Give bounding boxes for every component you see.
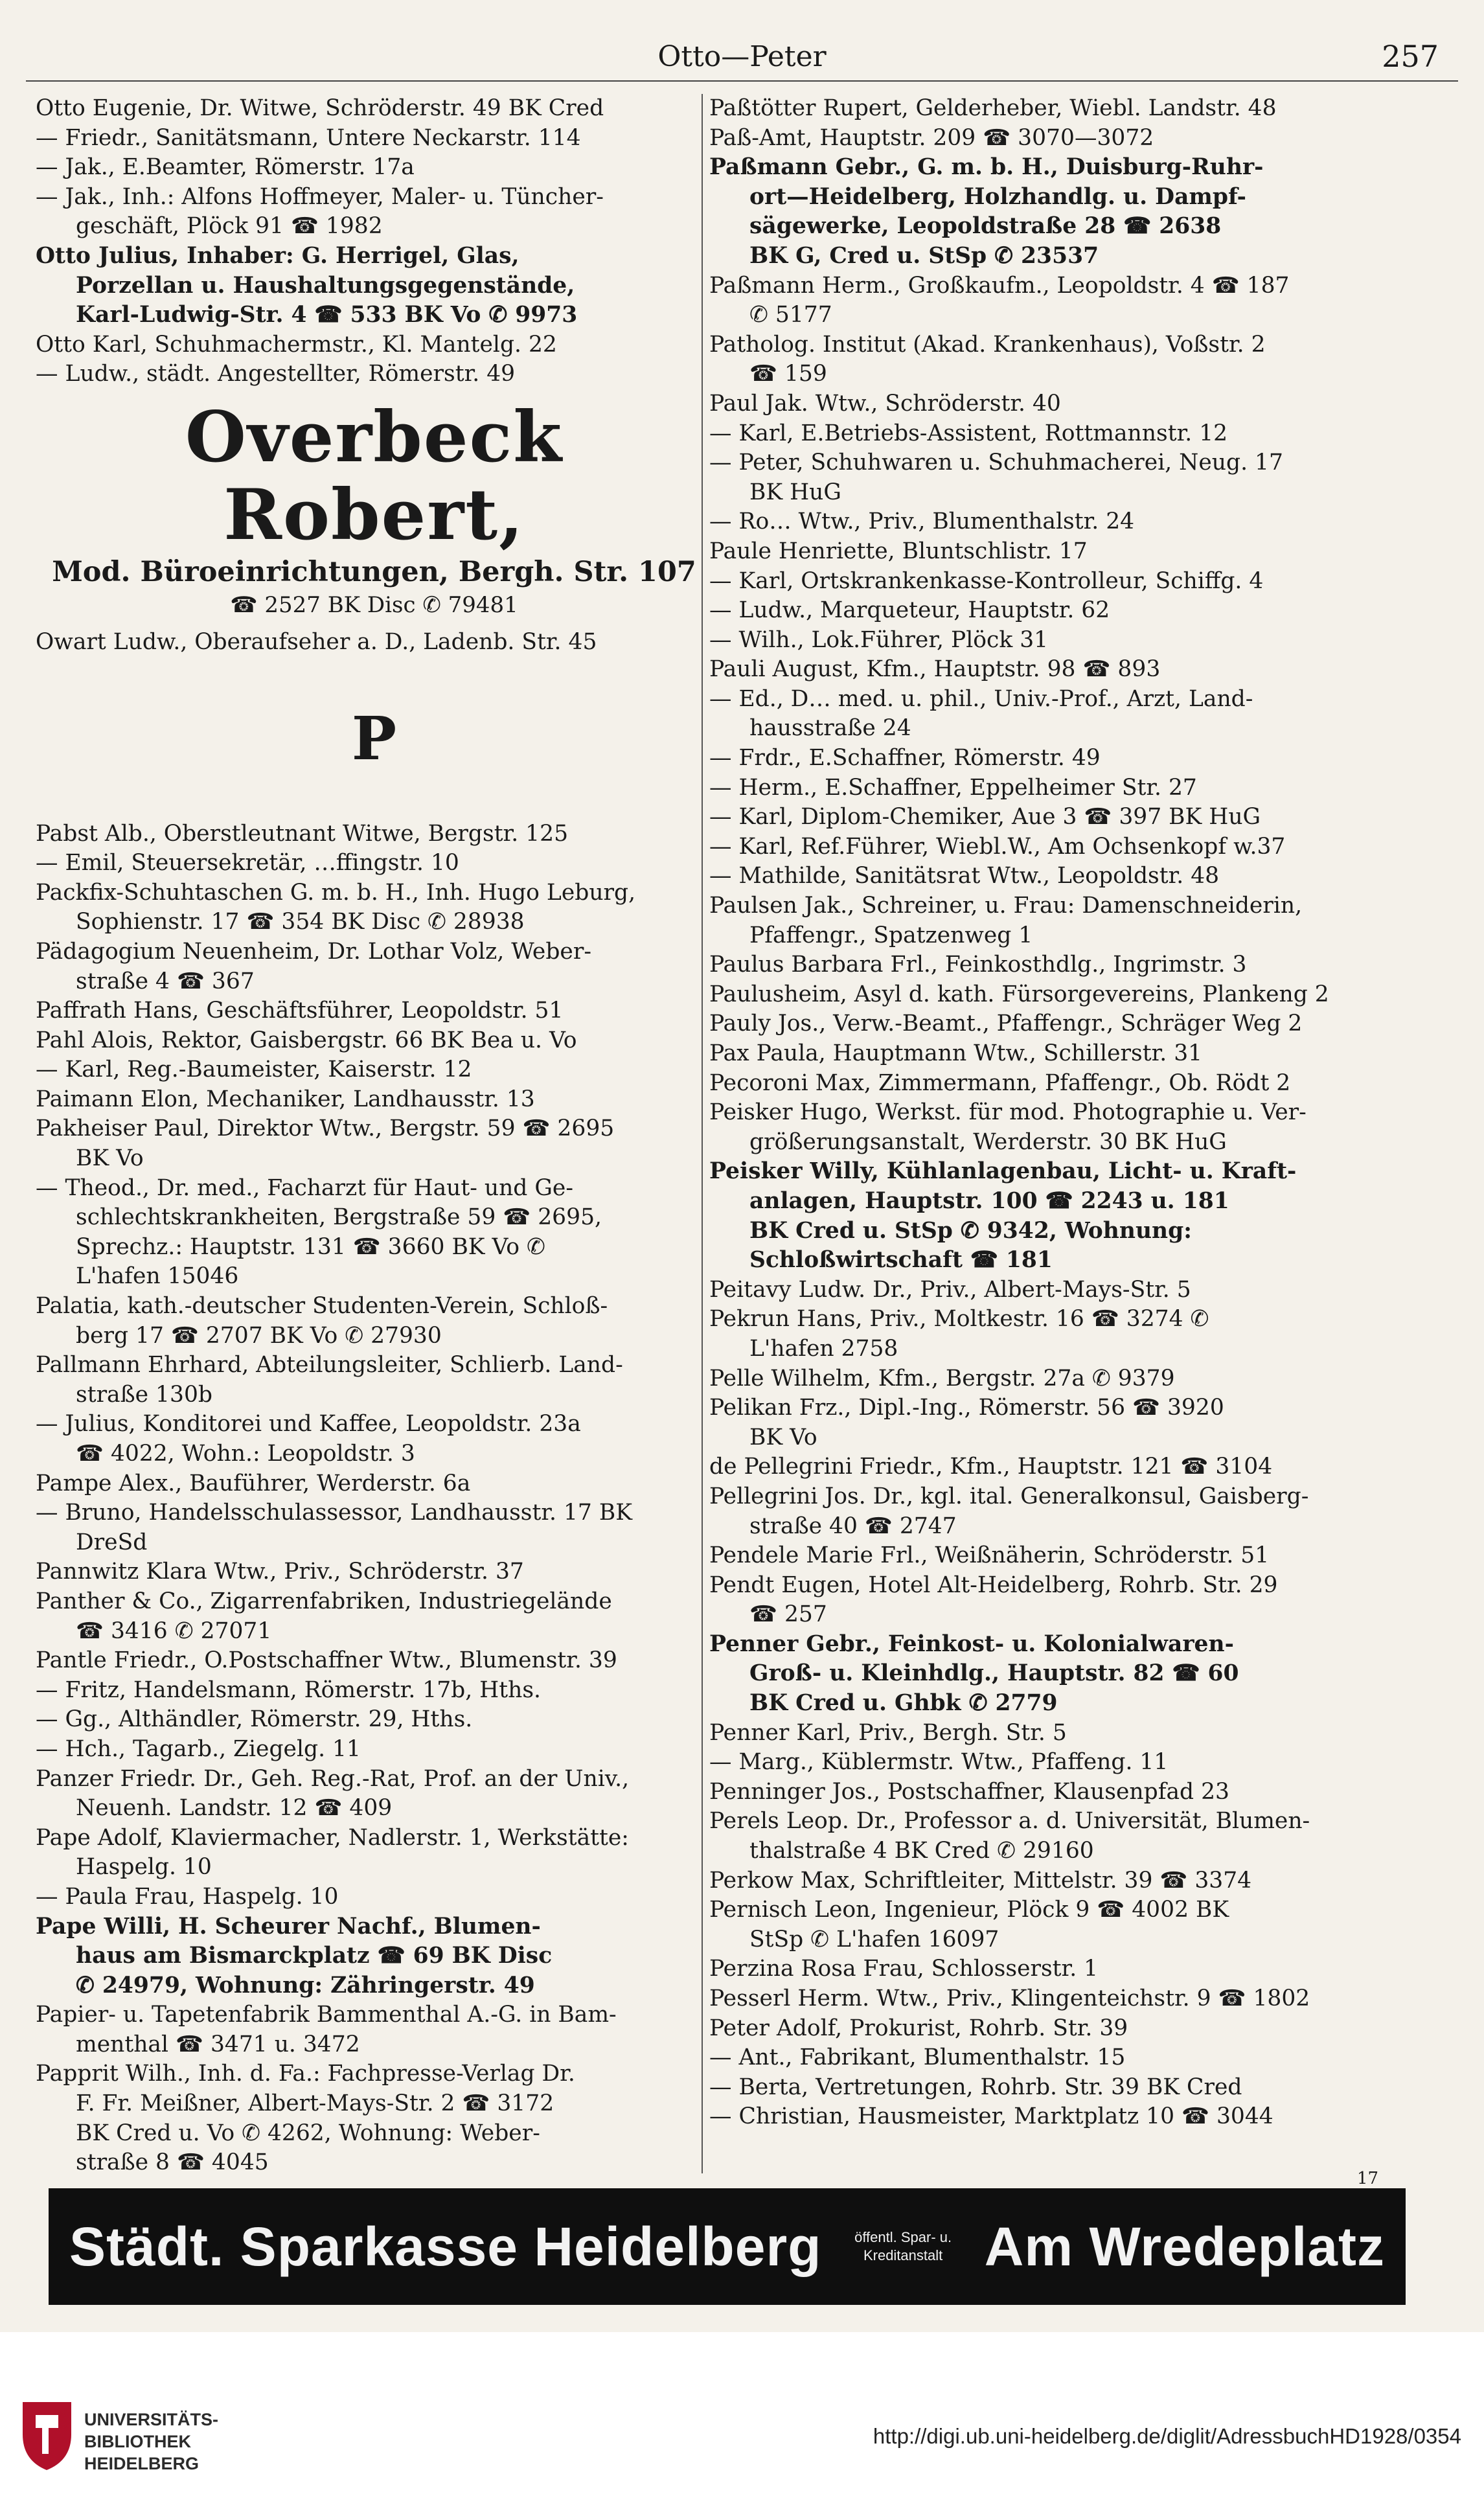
entry-line: Pabst Alb., Oberstleutnant Witwe, Bergstr. 125 bbox=[36, 820, 569, 847]
right-column-entry bbox=[709, 1571, 1386, 1630]
left-column-entry bbox=[36, 94, 713, 124]
right-column-entry bbox=[709, 1098, 1386, 1157]
entry-line: Paulsen Jak., Schreiner, u. Frau: Damenschneiderin, bbox=[709, 893, 1303, 919]
entry-line: Paul Jak. Wtw., Schröderstr. 40 bbox=[709, 390, 1061, 417]
right-column-entry bbox=[709, 832, 1386, 862]
right-column-entry bbox=[709, 596, 1386, 626]
entry-line: Pesserl Herm. Wtw., Priv., Klingenteichstr. 9 ☎ 1802 bbox=[709, 1986, 1310, 2011]
left-column-entry bbox=[36, 124, 713, 154]
right-column-entry bbox=[709, 94, 1386, 124]
entry-continuation: ✆ 24979, Wohnung: Zähringerstr. 49 bbox=[76, 1972, 535, 1998]
entry-continuation: DreSd bbox=[76, 1529, 148, 1555]
left-column-entry bbox=[36, 242, 713, 330]
entry-line: — Frdr., E.Schaffner, Römerstr. 49 bbox=[709, 745, 1101, 772]
entry-line: Mod. Büroeinrichtungen, Bergh. Str. 107 bbox=[52, 555, 696, 588]
entry-continuation: straße 4 ☎ 367 bbox=[76, 968, 255, 994]
entry-line: Packfix-Schuhtaschen G. m. b. H., Inh. Hugo Leburg, bbox=[36, 879, 636, 906]
right-column-entry bbox=[709, 1482, 1386, 1541]
entry-continuation: F. Fr. Meißner, Albert-Mays-Str. 2 ☎ 3172 bbox=[76, 2090, 554, 2117]
right-column-entry bbox=[709, 271, 1386, 330]
left-column-entry bbox=[36, 330, 713, 360]
entry-line: — Wilh., Lok.Führer, Plöck 31 bbox=[709, 626, 1049, 653]
entry-line: — Christian, Hausmeister, Marktplatz 10 ☎ 3044 bbox=[709, 2103, 1273, 2130]
entry-line: Pauli August, Kfm., Hauptstr. 98 ☎ 893 bbox=[709, 656, 1161, 683]
left-column-entry bbox=[36, 554, 713, 590]
right-column-entry bbox=[709, 950, 1386, 980]
left-column-entry bbox=[36, 1114, 713, 1173]
entry-line: Papprit Wilh., Inh. d. Fa.: Fachpresse-Verlag Dr. bbox=[36, 2061, 575, 2087]
right-column-entry bbox=[709, 1305, 1386, 1364]
banner-left-text: Städt. Sparkasse Heidelberg bbox=[69, 2215, 822, 2277]
right-column-entry bbox=[709, 1393, 1386, 1452]
right-column-entry bbox=[709, 1719, 1386, 1748]
entry-continuation: BK Vo bbox=[76, 1145, 144, 1172]
entry-line: — Fritz, Handelsmann, Römerstr. 17b, Hths. bbox=[36, 1677, 542, 1703]
entry-line: Pape Adolf, Klaviermacher, Nadlerstr. 1, Werkstätte: bbox=[36, 1824, 629, 1851]
entry-continuation: L'hafen 2758 bbox=[749, 1335, 898, 1362]
entry-continuation: thalstraße 4 BK Cred ✆ 29160 bbox=[749, 1838, 1094, 1864]
entry-line: Perzina Rosa Frau, Schlosserstr. 1 bbox=[709, 1956, 1099, 1982]
entry-continuation: größerungsanstalt, Werderstr. 30 BK HuG bbox=[749, 1128, 1227, 1155]
entry-line: — Ludw., Marqueteur, Hauptstr. 62 bbox=[709, 597, 1110, 624]
entry-continuation: L'hafen 15046 bbox=[76, 1263, 239, 1290]
entry-continuation: Sophienstr. 17 ☎ 354 BK Disc ✆ 28938 bbox=[76, 909, 525, 935]
left-column-entry bbox=[36, 849, 713, 878]
entry-line: Pelle Wilhelm, Kfm., Bergstr. 27a ✆ 9379 bbox=[709, 1365, 1175, 1391]
left-column-entry bbox=[36, 1587, 713, 1646]
right-column-entry bbox=[709, 1866, 1386, 1896]
entry-line: — Mathilde, Sanitätsrat Wtw., Leopoldstr. 48 bbox=[709, 863, 1220, 889]
entry-continuation: ☎ 159 bbox=[749, 361, 827, 387]
entry-line: — Jak., Inh.: Alfons Hoffmeyer, Maler- u. Tüncher- bbox=[36, 183, 604, 210]
entry-line: ☎ 2527 BK Disc ✆ 79481 bbox=[230, 591, 518, 618]
entry-line: Pampe Alex., Bauführer, Werderstr. 6a bbox=[36, 1470, 471, 1496]
left-column bbox=[36, 94, 713, 2180]
left-column-entry bbox=[36, 1469, 713, 1499]
left-column-entry bbox=[36, 1705, 713, 1735]
page-header bbox=[26, 32, 1458, 84]
entry-line: Penner Gebr., Feinkost- u. Kolonialwaren- bbox=[709, 1631, 1234, 1657]
left-column-entry bbox=[36, 590, 713, 620]
entry-continuation: berg 17 ☎ 2707 BK Vo ✆ 27930 bbox=[76, 1322, 442, 1349]
entry-line: Penninger Jos., Postschaffner, Klausenpfad 23 bbox=[709, 1778, 1230, 1805]
entry-line: Otto Julius, Inhaber: G. Herrigel, Glas, bbox=[36, 242, 519, 269]
entry-line: Pecoroni Max, Zimmermann, Pfaffengr., Ob. Rödt 2 bbox=[709, 1070, 1291, 1096]
entry-continuation: Schloßwirtschaft ☎ 181 bbox=[749, 1247, 1053, 1274]
right-column-entry bbox=[709, 537, 1386, 567]
entry-continuation: StSp ✆ L'hafen 16097 bbox=[749, 1926, 999, 1952]
column-divider bbox=[702, 94, 703, 2173]
right-column-entry bbox=[709, 1276, 1386, 1305]
entry-line: P bbox=[351, 703, 397, 773]
entry-line: Otto Eugenie, Dr. Witwe, Schröderstr. 49 BK Cred bbox=[36, 95, 604, 121]
entry-line: — Karl, E.Betriebs-Assistent, Rottmannstr. 12 bbox=[709, 420, 1228, 446]
entry-line: Peisker Willy, Kühlanlagenbau, Licht- u. Kraft- bbox=[709, 1158, 1297, 1185]
entry-line: Paulus Barbara Frl., Feinkosthdlg., Ingrimstr. 3 bbox=[709, 952, 1247, 978]
right-column-entry bbox=[709, 153, 1386, 271]
entry-line: — Ro… Wtw., Priv., Blumenthalstr. 24 bbox=[709, 509, 1135, 535]
entry-line: — Herm., E.Schaffner, Eppelheimer Str. 27 bbox=[709, 774, 1197, 801]
right-column-entry bbox=[709, 2014, 1386, 2044]
right-column-entry bbox=[709, 626, 1386, 656]
entry-line: — Friedr., Sanitätsmann, Untere Neckarstr. 114 bbox=[36, 124, 581, 151]
entry-line: Paßtötter Rupert, Gelderheber, Wiebl. Landstr. 48 bbox=[709, 95, 1277, 121]
entry-line: — Berta, Vertretungen, Rohrb. Str. 39 BK Cred bbox=[709, 2074, 1242, 2100]
header-rule bbox=[26, 80, 1458, 82]
library-name-line1: UNIVERSITÄTS- bbox=[84, 2410, 219, 2429]
right-column-entry bbox=[709, 419, 1386, 449]
page-number: 257 bbox=[1382, 39, 1439, 74]
entry-line: — Ludw., städt. Angestellter, Römerstr. 49 bbox=[36, 361, 516, 387]
right-column-entry bbox=[709, 1984, 1386, 2014]
entry-continuation: geschäft, Plöck 91 ☎ 1982 bbox=[76, 213, 383, 240]
right-column-entry bbox=[709, 507, 1386, 537]
right-column-entry bbox=[709, 803, 1386, 832]
entry-continuation: BK HuG bbox=[749, 479, 841, 505]
entry-line: — Theod., Dr. med., Facharzt für Haut- und Ge- bbox=[36, 1174, 573, 1201]
entry-line: Pannwitz Klara Wtw., Priv., Schröderstr. 37 bbox=[36, 1559, 524, 1585]
right-column-entry bbox=[709, 744, 1386, 773]
right-column-entry bbox=[709, 1364, 1386, 1394]
right-column-entry bbox=[709, 2073, 1386, 2103]
entry-continuation: haus am Bismarckplatz ☎ 69 BK Disc bbox=[76, 1943, 553, 1969]
left-column-entry bbox=[36, 658, 713, 819]
entry-line: — Paula Frau, Haspelg. 10 bbox=[36, 1883, 339, 1910]
banner-mid-line1: öffentl. Spar- u. bbox=[854, 2229, 952, 2245]
entry-line: — Ant., Fabrikant, Blumenthalstr. 15 bbox=[709, 2044, 1126, 2071]
right-column-entry bbox=[709, 1895, 1386, 1954]
entry-continuation: Pfaffengr., Spatzenweg 1 bbox=[749, 922, 1033, 948]
entry-continuation: BK Cred u. Vo ✆ 4262, Wohnung: Weber- bbox=[76, 2120, 540, 2146]
entry-continuation: BK G, Cred u. StSp ✆ 23537 bbox=[749, 242, 1099, 269]
right-column-entry bbox=[709, 330, 1386, 389]
banner-right-text: Am Wredeplatz bbox=[984, 2215, 1385, 2277]
right-column-entry bbox=[709, 2102, 1386, 2132]
right-column-entry bbox=[709, 1954, 1386, 1984]
entry-line: Penner Karl, Priv., Bergh. Str. 5 bbox=[709, 1719, 1067, 1746]
entry-line: — Emil, Steuersekretär, …ffingstr. 10 bbox=[36, 850, 459, 876]
right-column-entry bbox=[709, 655, 1386, 685]
entry-continuation: BK Cred u. StSp ✆ 9342, Wohnung: bbox=[749, 1217, 1192, 1244]
entry-line: — Ed., D… med. u. phil., Univ.-Prof., Arzt, Land- bbox=[709, 685, 1253, 712]
entry-continuation: Haspelg. 10 bbox=[76, 1854, 212, 1881]
entry-line: Pädagogium Neuenheim, Dr. Lothar Volz, Weber- bbox=[36, 938, 592, 965]
entry-line: — Karl, Ortskrankenkasse-Kontrolleur, Schiffg. 4 bbox=[709, 567, 1264, 594]
sparkasse-ad-banner bbox=[49, 2188, 1406, 2305]
left-column-entry bbox=[36, 398, 713, 554]
left-column-entry bbox=[36, 2178, 713, 2180]
library-logo-icon bbox=[16, 2396, 78, 2473]
left-column-entry bbox=[36, 1883, 713, 1912]
entry-continuation: ort—Heidelberg, Holzhandlg. u. Dampf- bbox=[749, 183, 1246, 210]
left-column-entry bbox=[36, 2000, 713, 2059]
entry-line: — Bruno, Handelsschulassessor, Landhausstr. 17 BK bbox=[36, 1500, 632, 1526]
left-column-entry bbox=[36, 360, 713, 389]
right-column-entry bbox=[709, 1778, 1386, 1807]
left-column-entry bbox=[36, 1498, 713, 1557]
entry-line: Paßmann Gebr., G. m. b. H., Duisburg-Ruhr- bbox=[709, 154, 1264, 181]
left-column-entry bbox=[36, 183, 713, 242]
entry-line: Pellegrini Jos. Dr., kgl. ital. Generalkonsul, Gaisberg- bbox=[709, 1483, 1309, 1509]
right-column-entry bbox=[709, 389, 1386, 419]
left-column-entry bbox=[36, 2059, 713, 2177]
right-column-entry bbox=[709, 980, 1386, 1010]
right-column-entry bbox=[709, 685, 1386, 744]
entry-line: Paulusheim, Asyl d. kath. Fürsorgevereins, Plankeng 2 bbox=[709, 981, 1329, 1007]
left-column-entry bbox=[36, 1735, 713, 1765]
entry-line: — Hch., Tagarb., Ziegelg. 11 bbox=[36, 1735, 361, 1762]
left-column-entry bbox=[36, 937, 713, 996]
left-column-entry bbox=[36, 1026, 713, 1056]
library-name-line2: BIBLIOTHEK bbox=[84, 2432, 191, 2451]
left-column-entry bbox=[36, 1410, 713, 1469]
right-column-entry bbox=[709, 1452, 1386, 1482]
entry-continuation: schlechtskrankheiten, Bergstraße 59 ☎ 2695, bbox=[76, 1204, 602, 1231]
entry-line: Perkow Max, Schriftleiter, Mittelstr. 39 ☎ 3374 bbox=[709, 1867, 1252, 1894]
entry-continuation: Neuenh. Landstr. 12 ☎ 409 bbox=[76, 1795, 393, 1822]
entry-continuation: BK Vo bbox=[749, 1424, 817, 1450]
left-column-entry bbox=[36, 1765, 713, 1824]
entry-line: Otto Karl, Schuhmachermstr., Kl. Mantelg. 22 bbox=[36, 331, 557, 358]
entry-line: — Marg., Küblermstr. Wtw., Pfaffeng. 11 bbox=[709, 1749, 1169, 1776]
entry-continuation: straße 8 ☎ 4045 bbox=[76, 2149, 269, 2176]
entry-continuation: ☎ 3416 ✆ 27071 bbox=[76, 1618, 272, 1644]
entry-continuation: sägewerke, Leopoldstraße 28 ☎ 2638 bbox=[749, 213, 1222, 240]
right-column bbox=[709, 94, 1386, 2180]
entry-continuation: menthal ☎ 3471 u. 3472 bbox=[76, 2031, 360, 2057]
entry-line: Patholog. Institut (Akad. Krankenhaus), Voßstr. 2 bbox=[709, 331, 1266, 358]
library-name bbox=[84, 2409, 218, 2475]
left-column-entry bbox=[36, 1055, 713, 1085]
signature-mark: 17 bbox=[1357, 2169, 1379, 2188]
left-column-entry bbox=[36, 1174, 713, 1292]
viewer-footer bbox=[0, 2332, 1484, 2507]
right-column-entry bbox=[709, 1748, 1386, 1778]
entry-line: Overbeck Robert, bbox=[185, 396, 564, 556]
entry-line: Pelikan Frz., Dipl.-Ing., Römerstr. 56 ☎ 3920 bbox=[709, 1395, 1224, 1421]
entry-continuation: Porzellan u. Haushaltungsgegenstände, bbox=[76, 272, 575, 299]
entry-line: — Karl, Reg.-Baumeister, Kaiserstr. 12 bbox=[36, 1057, 472, 1083]
entry-line: Palatia, kath.-deutscher Studenten-Verein, Schloß- bbox=[36, 1293, 608, 1320]
entry-line: Pakheiser Paul, Direktor Wtw., Bergstr. 59 ☎ 2695 bbox=[36, 1116, 615, 1142]
library-name-line3: HEIDELBERG bbox=[84, 2454, 200, 2473]
entry-continuation: anlagen, Hauptstr. 100 ☎ 2243 u. 181 bbox=[749, 1187, 1229, 1214]
entry-continuation: ✆ 5177 bbox=[749, 302, 832, 328]
entry-line: Owart Ludw., Oberaufseher a. D., Ladenb. Str. 45 bbox=[36, 628, 597, 655]
source-url[interactable]: http://digi.ub.uni-heidelberg.de/diglit/AdressbuchHD1928/0354 bbox=[873, 2424, 1461, 2448]
right-column-entry bbox=[709, 1630, 1386, 1719]
entry-line: Paß-Amt, Hauptstr. 209 ☎ 3070—3072 bbox=[709, 124, 1154, 151]
entry-line: Pauly Jos., Verw.-Beamt., Pfaffengr., Schräger Weg 2 bbox=[709, 1011, 1303, 1037]
entry-line: Paßmann Herm., Großkaufm., Leopoldstr. 4 ☎ 187 bbox=[709, 272, 1290, 299]
right-column-entry bbox=[709, 891, 1386, 950]
entry-continuation: ☎ 4022, Wohn.: Leopoldstr. 3 bbox=[76, 1441, 415, 1467]
entry-line: Pallmann Ehrhard, Abteilungsleiter, Schlierb. Land- bbox=[36, 1352, 623, 1379]
left-column-entry bbox=[36, 1085, 713, 1115]
entry-line: — Julius, Konditorei und Kaffee, Leopoldstr. 23a bbox=[36, 1411, 581, 1437]
entry-line: Pernisch Leon, Ingenieur, Plöck 9 ☎ 4002 BK bbox=[709, 1897, 1229, 1923]
left-column-entry bbox=[36, 1351, 713, 1410]
left-column-entry bbox=[36, 878, 713, 937]
right-column-entry bbox=[709, 1009, 1386, 1039]
entry-line: Peitavy Ludw. Dr., Priv., Albert-Mays-Str. 5 bbox=[709, 1276, 1191, 1303]
entry-line: Panzer Friedr. Dr., Geh. Reg.-Rat, Prof. an der Univ., bbox=[36, 1765, 630, 1792]
entry-line: Peisker Hugo, Werkst. für mod. Photographie u. Ver- bbox=[709, 1099, 1307, 1126]
left-column-entry bbox=[36, 819, 713, 849]
left-column-entry bbox=[36, 153, 713, 183]
banner-mid-line2: Kreditanstalt bbox=[863, 2247, 943, 2263]
entry-continuation: straße 130b bbox=[76, 1381, 212, 1408]
banner-mid-text bbox=[835, 2228, 971, 2265]
entry-line: — Karl, Diplom-Chemiker, Aue 3 ☎ 397 BK HuG bbox=[709, 804, 1261, 830]
entry-line: — Peter, Schuhwaren u. Schuhmacherei, Neug. 17 bbox=[709, 450, 1283, 476]
entry-line: Pekrun Hans, Priv., Moltkestr. 16 ☎ 3274 ✆ bbox=[709, 1306, 1209, 1333]
entry-continuation: Karl-Ludwig-Str. 4 ☎ 533 BK Vo ✆ 9973 bbox=[76, 302, 578, 328]
right-column-entry bbox=[709, 2043, 1386, 2073]
entry-line: Pendele Marie Frl., Weißnäherin, Schröderstr. 51 bbox=[709, 1542, 1270, 1569]
entry-line: Papier- u. Tapetenfabrik Bammenthal A.-G. in Bam- bbox=[36, 2002, 617, 2028]
entry-line: de Pellegrini Friedr., Kfm., Hauptstr. 121 ☎ 3104 bbox=[709, 1454, 1273, 1480]
entry-line: — Jak., E.Beamter, Römerstr. 17a bbox=[36, 154, 415, 181]
right-column-entry bbox=[709, 1039, 1386, 1069]
left-column-entry bbox=[36, 1646, 713, 1676]
entry-line: — Karl, Ref.Führer, Wiebl.W., Am Ochsenkopf w.37 bbox=[709, 833, 1286, 860]
entry-line: Perels Leop. Dr., Professor a. d. Universität, Blumen- bbox=[709, 1808, 1310, 1835]
right-column-entry bbox=[709, 448, 1386, 507]
entry-line: Pantle Friedr., O.Postschaffner Wtw., Blumenstr. 39 bbox=[36, 1647, 617, 1674]
entry-line: Pahl Alois, Rektor, Gaisbergstr. 66 BK Bea u. Vo bbox=[36, 1027, 577, 1053]
entry-line: Paimann Elon, Mechaniker, Landhausstr. 13 bbox=[36, 1086, 535, 1112]
entry-continuation: BK Cred u. Ghbk ✆ 2779 bbox=[749, 1690, 1058, 1717]
entry-line: Paffrath Hans, Geschäftsführer, Leopoldstr. 51 bbox=[36, 998, 564, 1024]
left-column-entry bbox=[36, 1824, 713, 1883]
left-column-entry bbox=[36, 1557, 713, 1587]
entry-continuation: ☎ 257 bbox=[749, 1601, 827, 1628]
left-column-entry bbox=[36, 1676, 713, 1706]
entry-line: Paule Henriette, Bluntschlistr. 17 bbox=[709, 538, 1088, 564]
left-column-entry bbox=[36, 1912, 713, 2001]
right-column-entry bbox=[709, 773, 1386, 803]
right-column-entry bbox=[709, 124, 1386, 154]
left-column-entry bbox=[36, 996, 713, 1026]
entry-line: Panther & Co., Zigarrenfabriken, Industriegelände bbox=[36, 1588, 612, 1614]
entry-continuation: Groß- u. Kleinhdlg., Hauptstr. 82 ☎ 60 bbox=[749, 1660, 1239, 1687]
entry-line: Pape Willi, H. Scheurer Nachf., Blumen- bbox=[36, 1913, 541, 1940]
right-column-entry bbox=[709, 1541, 1386, 1571]
entry-line: — Gg., Althändler, Römerstr. 29, Hths. bbox=[36, 1706, 473, 1733]
entry-line: Peter Adolf, Prokurist, Rohrb. Str. 39 bbox=[709, 2015, 1128, 2041]
entry-line: Pax Paula, Hauptmann Wtw., Schillerstr. 31 bbox=[709, 1040, 1203, 1066]
running-head: Otto—Peter bbox=[657, 40, 827, 73]
right-column-entry bbox=[709, 1069, 1386, 1099]
left-column-entry bbox=[36, 628, 713, 658]
right-column-entry bbox=[709, 1157, 1386, 1275]
right-column-entry bbox=[709, 1807, 1386, 1866]
entry-continuation: hausstraße 24 bbox=[749, 715, 911, 742]
right-column-entry bbox=[709, 567, 1386, 597]
left-column-entry bbox=[36, 1292, 713, 1351]
right-column-entry bbox=[709, 862, 1386, 891]
entry-continuation: straße 40 ☎ 2747 bbox=[749, 1513, 957, 1539]
entry-continuation: Sprechz.: Hauptstr. 131 ☎ 3660 BK Vo ✆ bbox=[76, 1233, 545, 1260]
entry-line bbox=[36, 2178, 713, 2180]
entry-line: Pendt Eugen, Hotel Alt-Heidelberg, Rohrb. Str. 29 bbox=[709, 1572, 1278, 1598]
